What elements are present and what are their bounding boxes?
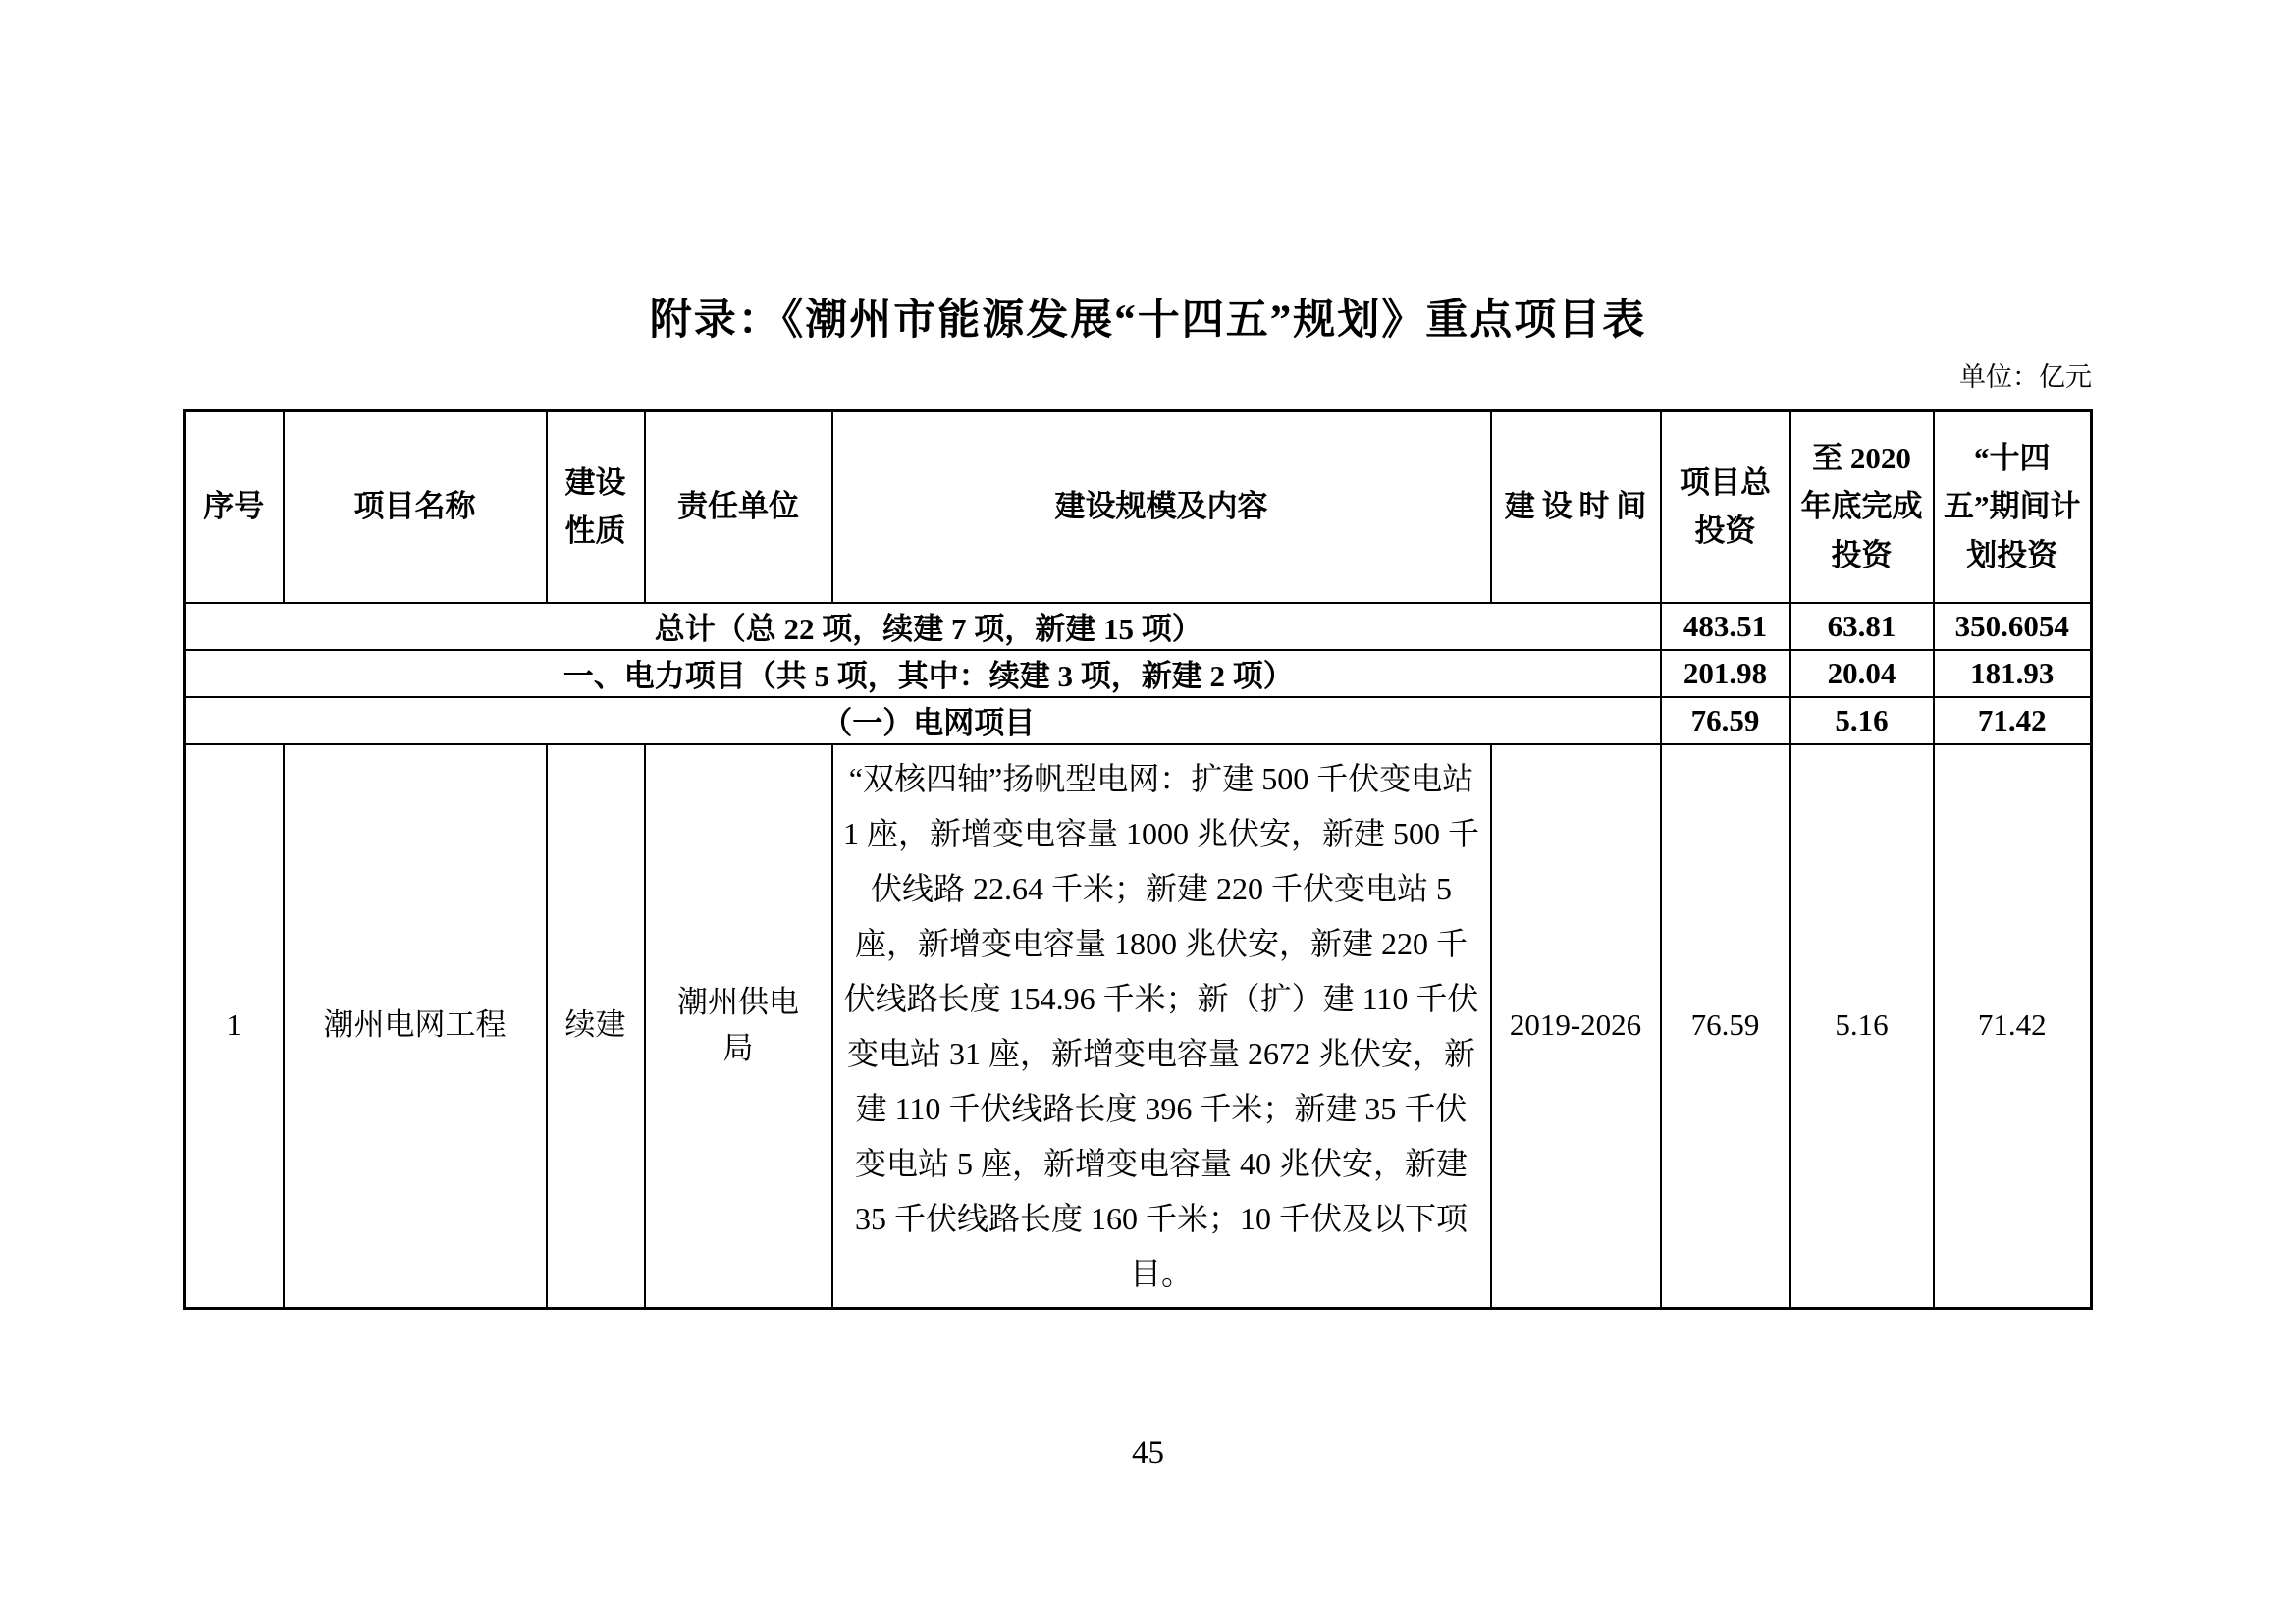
project-total-investment: 76.59 <box>1661 744 1790 1309</box>
col-header-seq: 序号 <box>185 411 284 603</box>
unit-note: 单位：亿元 <box>1959 362 2092 392</box>
summary-completed-by-2020: 5.16 <box>1790 697 1934 744</box>
summary-completed-by-2020: 63.81 <box>1790 603 1934 650</box>
project-responsible-unit: 潮州供电局 <box>645 744 832 1309</box>
page-number: 45 <box>1132 1435 1164 1471</box>
project-completed-by-2020: 5.16 <box>1790 744 1934 1309</box>
summary-label-power-projects: 一、电力项目（共 5 项，其中：续建 3 项，新建 2 项） <box>185 650 1661 697</box>
summary-row-power-projects <box>185 650 2092 697</box>
summary-total-investment: 483.51 <box>1661 603 1790 650</box>
col-header-total-investment: 项目总投资 <box>1661 411 1790 603</box>
col-header-planned-14th-fyp: “十四五”期间计划投资 <box>1934 411 2092 603</box>
summary-label-grid-projects: （一）电网项目 <box>185 697 1661 744</box>
project-row-chaozhou-grid <box>185 744 2092 1309</box>
project-name: 潮州电网工程 <box>284 744 547 1309</box>
table-header-row <box>185 411 2092 603</box>
col-header-scale-content: 建设规模及内容 <box>832 411 1491 603</box>
summary-total-investment: 76.59 <box>1661 697 1790 744</box>
project-seq: 1 <box>185 744 284 1309</box>
project-planned-14th-fyp: 71.42 <box>1934 744 2092 1309</box>
summary-total-investment: 201.98 <box>1661 650 1790 697</box>
col-header-completed-by-2020: 至 2020 年底完成投资 <box>1790 411 1934 603</box>
col-header-project-name: 项目名称 <box>284 411 547 603</box>
summary-row-grid-projects <box>185 697 2092 744</box>
summary-planned-14th-fyp: 71.42 <box>1934 697 2092 744</box>
project-nature: 续建 <box>547 744 645 1309</box>
col-header-construction-period: 建设时间 <box>1491 411 1661 603</box>
summary-completed-by-2020: 20.04 <box>1790 650 1934 697</box>
summary-label-total: 总计（总 22 项，续建 7 项，新建 15 项） <box>185 603 1661 650</box>
project-scale-content: “双核四轴”扬帆型电网：扩建 500 千伏变电站 1 座，新增变电容量 1000 兆伏安，新建 500 千伏线路 22.64 千米；新建 220 千伏变电站 5 座，新增变电容量 1800 兆伏安，新建 220 千伏线路长度 154.96 千米；新（扩）建 110 千伏变电站 31 座，新增变电容量 2672 兆伏安，新建 110 千伏线路长度 396 千米；新建 35 千伏变电站 5 座，新增变电容量 40 兆伏安，新建 35 千伏线路长度 160 千米；10 千伏及以下项目。 <box>832 744 1491 1309</box>
col-header-construction-nature: 建设性质 <box>547 411 645 603</box>
col-header-responsible-unit: 责任单位 <box>645 411 832 603</box>
project-period: 2019-2026 <box>1491 744 1661 1309</box>
summary-planned-14th-fyp: 181.93 <box>1934 650 2092 697</box>
page-title: 附录：《潮州市能源发展“十四五”规划》重点项目表 <box>649 298 1647 344</box>
summary-row-total <box>185 603 2092 650</box>
summary-planned-14th-fyp: 350.6054 <box>1934 603 2092 650</box>
key-projects-table <box>183 409 2093 1310</box>
